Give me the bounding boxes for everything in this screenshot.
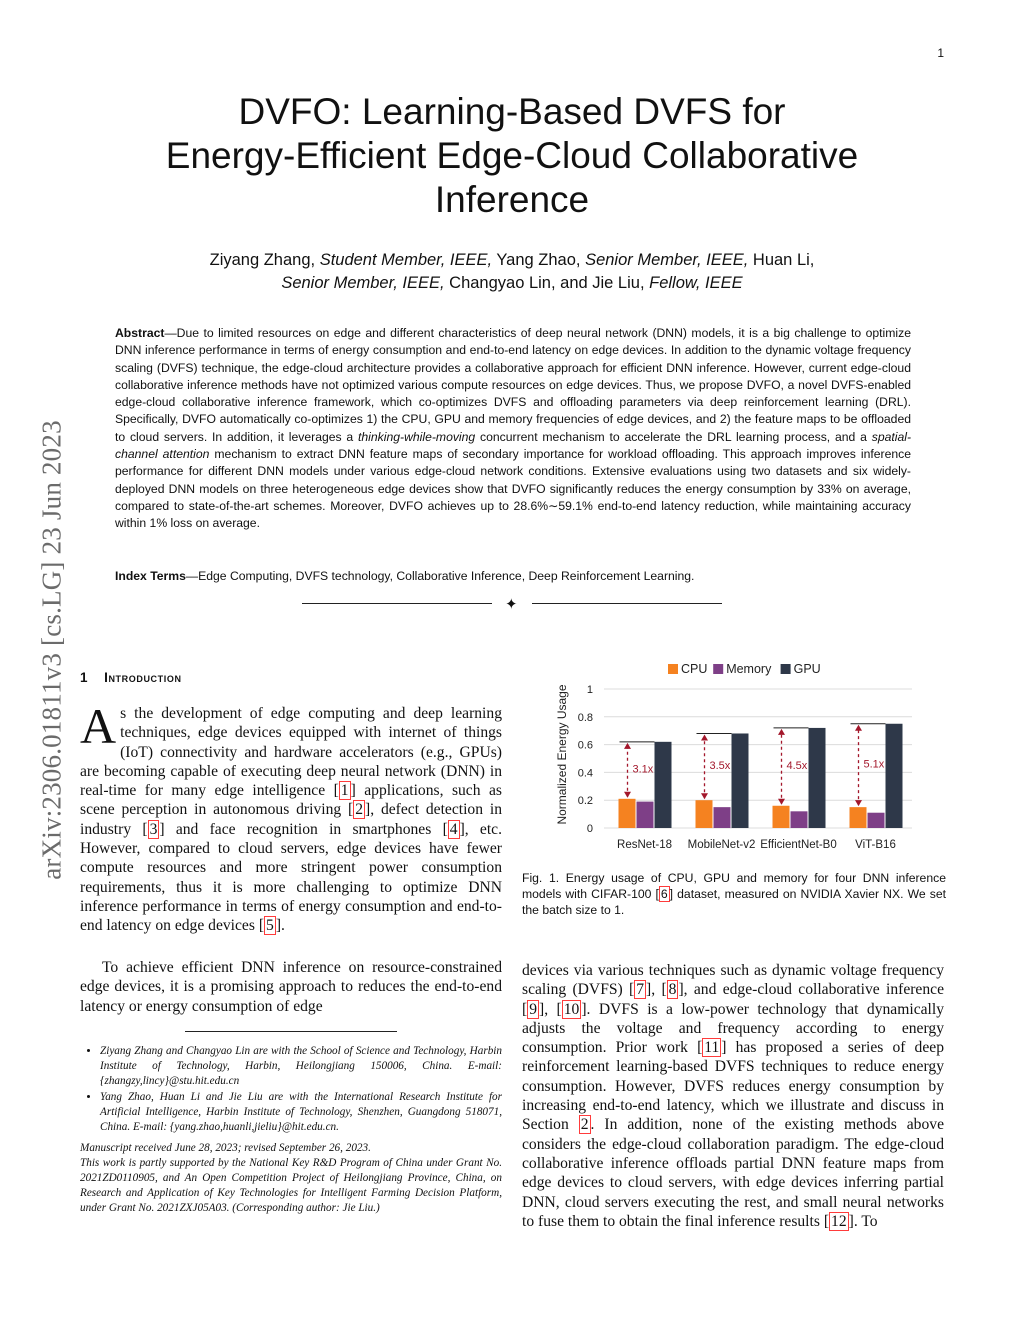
abstract-emphasis: thinking-while-moving [358,429,476,444]
paragraph-text: , defect detection in industry [80,801,502,838]
author-list [100,249,924,295]
paragraph-text: s the development of edge computing and deep learning techniques, edge devices equipped with internet of things (IoT) connectivity and hardware accelerators (e.g., GPUs) are becoming capable of executing deep neural network (DNN) in real-time for many edge intelligence [80,705,502,800]
title-line-1: DVFO: Learning-Based DVFS for [238,91,786,132]
paragraph-text: , and edge-cloud collaborative inference [683,981,944,999]
bar-cpu [773,806,790,828]
author-affiliation-role: Student Member, IEEE, [319,251,493,269]
bar-memory [868,813,885,828]
abstract-label: Abstract [115,326,165,340]
figure-1-energy-chart [520,658,946,868]
arrow-down-icon [701,793,708,799]
x-tick-label: EfficientNet-B0 [760,839,837,851]
paragraph-text: . To [853,1212,878,1230]
bar-gpu [655,742,672,828]
index-terms [115,568,911,585]
citation-link[interactable]: 7 [636,981,645,999]
arrow-up-icon [701,734,708,740]
paragraph-text: devices via various techniques such as dynamic voltage frequency scaling (DVFS) [522,962,944,999]
legend-label-cpu: CPU [681,662,708,676]
legend-label-memory: Memory [726,662,772,676]
title-line-3: Inference [434,179,590,220]
arrow-down-icon [778,799,785,805]
y-tick-label: 0 [586,823,593,835]
arrow-up-icon [624,743,631,749]
author-name: Huan Li, [748,251,815,269]
bar-chart [520,658,946,868]
author-line-2 [100,272,924,295]
paragraph-text: , [651,981,662,999]
x-tick-label: MobileNet-v2 [687,839,756,851]
citation-link[interactable]: 6 [660,887,668,901]
paragraph-text: . In addition, none of the existing methods above considers the edge-cloud collaboration paradigm. The edge-cloud collaborative inference offloads partial DNN feature maps from edge devices to cloud servers, with edge devices inferring partial DNN, cloud servers executing the rest, and small neural networks to fuse them to obtain the final inference results [522,1116,944,1230]
paragraph-text: and face recognition in smartphones [164,820,443,838]
abstract-emphasis: spatial-channel attention [115,429,912,462]
section-link[interactable]: 2 [580,1116,589,1134]
page-number: 1 [937,46,944,60]
section-heading-introduction [80,670,182,685]
bar-cpu [619,799,636,828]
bar-gpu [886,724,903,828]
title-line-2: Energy-Efficient Edge-Cloud Collaborative [165,135,859,176]
ratio-annotation: 3.1x [632,763,654,776]
footnotes [80,1044,502,1216]
author-name: Yang Zhao, [492,251,586,269]
paragraph-text: applications, such as scene perception in autonomous driving [80,782,502,819]
index-terms-label: Index Terms [115,569,186,583]
paragraph-text: has proposed a series of deep reinforcement learning-based DVFS techniques to reduce energy consumption. However, DVFS reduces energy consumption by increasing end-to-end latency, which we illustrate and discuss in Section [522,1039,944,1134]
author-line-1 [100,249,924,272]
legend-swatch-cpu [668,664,678,674]
arrow-down-icon [624,792,631,798]
footnote-rule [185,1031,397,1032]
diamond-icon: ✦ [505,596,518,613]
x-tick-label: ResNet-18 [617,839,672,851]
footnote-affiliation-1: • Ziyang Zhang and Changyao Lin are with the School of Science and Technology, Harbin Institute of Technology, Harbin, Heilongjiang 150006, China. E-mail: {zhangzy,lincy}@stu.hit.edu.cn [100,1044,502,1089]
paragraph-text: . [281,917,285,935]
author-affiliation-role: Senior Member, IEEE, [281,274,445,292]
author-affiliation-role: Senior Member, IEEE, [585,251,749,269]
arrow-down-icon [855,800,862,806]
caption-text: Fig. 1. Energy usage of CPU, GPU and memory for four DNN inference models with CIFAR-100 [522,871,946,901]
caption-text: dataset, measured on NVIDIA Xavier NX. We set the batch size to 1. [522,887,946,917]
citation-link[interactable]: 9 [529,1000,537,1018]
arrow-up-icon [855,725,862,731]
intro-paragraph-1: As the development of edge computing and deep learning techniques, edge devices equipped with internet of things (IoT) connectivity and hardware accelerators (e.g., GPUs) are becoming capable of executing deep neural network (DNN) in real-time for many edge intelligence [ 1 ] applications, such as scene perception in autonomous driving [ 2 ], defect detection in industry [ 3 ] and face recognition in smartphones [ 4 ], etc. However, compared to cloud servers, edge devices have fewer compute resources and more stringent power consumption requirements, thus it is more challenging to optimize DNN inference performance in terms of energy consumption and end-to-end latency on edge devices [ 5 ]. [80,698,502,935]
bar-cpu [696,800,713,828]
citation-link[interactable]: 3 [149,820,158,838]
citation-link[interactable]: 12 [831,1212,847,1230]
separator-rule-right [532,603,722,604]
bar-memory [714,807,731,828]
legend-swatch-memory [713,664,723,674]
legend-label-gpu: GPU [793,662,821,676]
x-tick-label: ViT-B16 [855,839,896,851]
abstract-text: concurrent mechanism to accelerate the DRL learning process, and a [475,429,872,444]
separator-rule-left [302,603,492,604]
bar-gpu [732,733,749,828]
y-tick-label: 0.4 [577,767,593,780]
y-tick-label: 0.8 [577,711,593,724]
bar-gpu [809,728,826,828]
author-name: Changyao Lin, and Jie Liu, [444,274,650,292]
ratio-annotation: 5.1x [863,758,885,771]
section-separator [302,596,722,612]
paragraph-text: , etc. However, compared to cloud servers, edge devices have fewer compute resources and more stringent power consumption requirements, thus it is more challenging to optimize DNN inference performance in terms of energy consumption and end-to-end latency on edge devices [80,820,502,935]
figure-caption: Fig. 1. Energy usage of CPU, GPU and memory for four DNN inference models with CIFAR-100 [ 6 ] dataset, measured on NVIDIA Xavier NX. We set the batch size to 1. [522,871,946,917]
manuscript-note: Manuscript received June 28, 2023; revised September 26, 2023. [80,1142,371,1154]
funding-note: This work is partly supported by the National Key R&D Program of China under Grant No. 2021ZD0110905, and An Open Competition Project of Heilongjiang Province, China, on Research and Application of Key Technologies for Intelligent Farming Decision Platform, under Grant No. 2021ZXJ05A03. (Corresponding author: Jie Liu.) [80,1157,502,1214]
y-axis-label: Normalized Energy Usage [555,684,569,825]
bar-memory [791,811,808,828]
abstract-text: —Due to limited resources on edge and different characteristics of deep neural network (DNN) models, it is a big challenge to optimize DNN inference performance in terms of energy consumption and end-to-end latency on edge devices. In addition to the dynamic voltage frequency scaling (DVFS) technique, the edge-cloud architecture provides a collaborative approach for efficient DNN inference. However, current edge-cloud collaborative inference methods have not optimized various compute resources on edge devices. Thus, we propose DVFO, a novel DVFS-enabled edge-cloud collaborative inference framework, which co-optimizes DVFS and offloading parameters via deep reinforcement learning (DRL). Specifically, DVFO automatically co-optimizes 1) the CPU, GPU and memory frequencies of edge devices, and 2) the feature maps to be offloaded to cloud servers. In addition, it leverages a [115,326,911,444]
y-tick-label: 1 [586,684,593,696]
citation-link[interactable]: 5 [266,917,274,935]
citation-link[interactable]: 1 [340,782,349,800]
paragraph-text: , [544,1000,557,1018]
citation-link[interactable]: 10 [563,1000,580,1018]
arxiv-stamp: arXiv:2306.01811v3 [cs.LG] 23 Jun 2023 [36,420,67,880]
citation-link[interactable]: 11 [704,1039,720,1057]
ratio-annotation: 3.5x [709,759,731,772]
bar-cpu [850,807,867,828]
drop-cap: A [80,698,117,754]
bar-memory [637,802,654,828]
author-name: Ziyang Zhang, [209,251,320,269]
footnote-affiliation-2: • Yang Zhao, Huan Li and Jie Liu are with the International Research Institute for Artificial Intelligence, Harbin Institute of Technology, Shenzhen, Guangdong 518071, China. E-mail: {yang.zhao,huanli,jieliu}@hit.edu.cn. [100,1090,502,1135]
right-column-paragraph: devices via various techniques such as dynamic voltage frequency scaling (DVFS) [ 7 ], [ 8 ], and edge-cloud collaborative inference [ 9 ], [ 10 ]. DVFS is a low-power technology that dynamically adjusts the voltage and frequency according to energy consumption. Prior work [ 11 ] has proposed a series of deep reinforcement learning-based DVFS techniques to reduce energy consumption. However, DVFS reduces energy consumption by increasing end-to-end latency, which we illustrate and discuss in Section 2 . In addition, none of the existing methods above considers the edge-cloud collaboration paradigm. The edge-cloud collaborative inference offloads partial DNN feature maps from edge devices to cloud servers, with edge devices inferring partial DNN, cloud servers executing the rest, and small neural networks to fuse them to obtain the final inference results [ 12 ]. To [522,962,944,1230]
y-tick-label: 0.6 [577,739,593,752]
citation-link[interactable]: 8 [668,981,677,999]
paragraph-text: . DVFS is a low-power technology that dynamically adjusts the voltage and frequency according to energy consumption. Prior work [522,1000,944,1057]
y-tick-label: 0.2 [577,795,593,808]
abstract [115,325,911,533]
citation-link[interactable]: 2 [355,801,364,819]
section-title: Introduction [104,670,182,685]
abstract-text: mechanism to extract DNN feature maps of secondary importance for workload offloading. This approach improves inference performance for different DNN models under various edge-cloud network conditions. Extensive evaluations using two datasets and six widely-deployed DNN models on three heterogeneous edge devices show that DVFO significantly reduces the energy consumption by 33% on average, compared to state-of-the-art schemes. Moreover, DVFO achieves up to 28.6%∼59.1% end-to-end latency reduction, while maintaining accuracy within 1% loss on average. [115,447,911,531]
legend-swatch-gpu [781,664,791,674]
ratio-annotation: 4.5x [786,759,808,772]
author-affiliation-role: Fellow, IEEE [649,274,743,292]
citation-link[interactable]: 4 [449,820,458,838]
paper-title [100,90,924,222]
intro-paragraph-2: To achieve efficient DNN inference on resource-constrained edge devices, it is a promising approach to reduces the end-to-end latency or energy consumption of edge [80,959,502,1015]
arrow-up-icon [778,729,785,735]
section-number: 1 [80,670,89,685]
index-terms-text: —Edge Computing, DVFS technology, Collaborative Inference, Deep Reinforcement Learning. [185,569,695,583]
